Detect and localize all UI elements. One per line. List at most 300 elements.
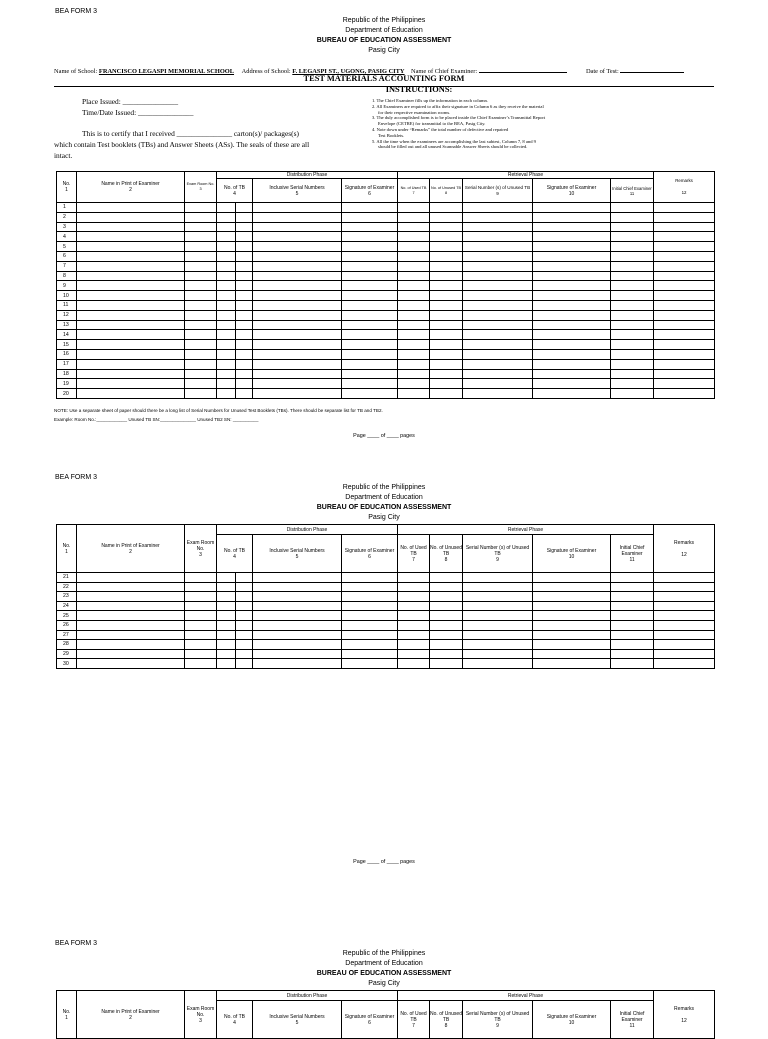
table-cell[interactable]	[611, 300, 654, 310]
table-cell[interactable]	[533, 300, 611, 310]
table-cell[interactable]	[185, 601, 217, 611]
table-cell[interactable]	[654, 310, 715, 320]
table-cell[interactable]	[533, 573, 611, 583]
table-cell[interactable]	[398, 320, 430, 330]
table-cell[interactable]	[398, 582, 430, 592]
table-cell[interactable]	[185, 659, 217, 669]
table-cell[interactable]	[342, 659, 398, 669]
table-cell[interactable]	[654, 592, 715, 602]
table-cell[interactable]	[185, 271, 217, 281]
table-cell[interactable]	[398, 630, 430, 640]
table-cell[interactable]	[611, 620, 654, 630]
table-cell[interactable]	[253, 291, 342, 301]
table-cell[interactable]	[430, 379, 463, 389]
table-cell[interactable]	[342, 300, 398, 310]
table-cell[interactable]	[77, 310, 185, 320]
table-cell[interactable]	[342, 582, 398, 592]
table-cell[interactable]	[533, 320, 611, 330]
table-cell[interactable]	[611, 271, 654, 281]
table-cell[interactable]	[342, 222, 398, 232]
table-cell[interactable]	[398, 611, 430, 621]
table-cell[interactable]	[342, 320, 398, 330]
table-cell[interactable]	[185, 281, 217, 291]
table-cell[interactable]	[533, 251, 611, 261]
table-cell[interactable]	[185, 611, 217, 621]
table-cell[interactable]	[611, 232, 654, 242]
table-cell[interactable]	[611, 242, 654, 252]
table-cell[interactable]	[463, 620, 533, 630]
table-cell[interactable]	[463, 649, 533, 659]
table-cell[interactable]	[430, 203, 463, 213]
table-cell[interactable]	[430, 630, 463, 640]
table-cell[interactable]	[430, 573, 463, 583]
table-cell[interactable]	[236, 640, 253, 650]
table-cell[interactable]	[398, 620, 430, 630]
table-cell[interactable]	[430, 242, 463, 252]
table-cell[interactable]	[654, 611, 715, 621]
table-cell[interactable]	[217, 300, 236, 310]
table-cell[interactable]	[217, 320, 236, 330]
table-cell[interactable]	[253, 649, 342, 659]
table-cell[interactable]	[398, 291, 430, 301]
table-cell[interactable]	[463, 251, 533, 261]
table-cell[interactable]	[611, 592, 654, 602]
table-cell[interactable]	[77, 203, 185, 213]
table-cell[interactable]	[533, 261, 611, 271]
table-cell[interactable]	[533, 242, 611, 252]
table-cell[interactable]	[185, 582, 217, 592]
table-cell[interactable]	[430, 369, 463, 379]
table-cell[interactable]	[236, 389, 253, 399]
table-cell[interactable]	[217, 349, 236, 359]
table-cell[interactable]	[217, 379, 236, 389]
table-cell[interactable]	[654, 369, 715, 379]
table-cell[interactable]	[398, 573, 430, 583]
table-cell[interactable]	[533, 330, 611, 340]
table-cell[interactable]	[533, 592, 611, 602]
table-cell[interactable]	[430, 320, 463, 330]
table-cell[interactable]	[463, 330, 533, 340]
table-cell[interactable]	[533, 369, 611, 379]
table-cell[interactable]	[236, 251, 253, 261]
table-cell[interactable]	[185, 261, 217, 271]
table-cell[interactable]	[654, 203, 715, 213]
table-cell[interactable]	[236, 222, 253, 232]
table-cell[interactable]	[430, 649, 463, 659]
table-cell[interactable]	[611, 582, 654, 592]
table-cell[interactable]	[342, 630, 398, 640]
table-cell[interactable]	[654, 620, 715, 630]
table-cell[interactable]	[236, 340, 253, 350]
table-cell[interactable]	[398, 349, 430, 359]
table-cell[interactable]	[463, 630, 533, 640]
table-cell[interactable]	[533, 659, 611, 669]
table-cell[interactable]	[236, 620, 253, 630]
table-cell[interactable]	[611, 340, 654, 350]
table-cell[interactable]	[342, 281, 398, 291]
table-cell[interactable]	[463, 222, 533, 232]
table-cell[interactable]	[463, 212, 533, 222]
table-cell[interactable]	[611, 310, 654, 320]
table-cell[interactable]	[342, 261, 398, 271]
table-cell[interactable]	[77, 389, 185, 399]
table-cell[interactable]	[430, 300, 463, 310]
table-cell[interactable]	[185, 349, 217, 359]
table-cell[interactable]	[236, 379, 253, 389]
table-cell[interactable]	[253, 271, 342, 281]
table-cell[interactable]	[398, 203, 430, 213]
table-cell[interactable]	[342, 649, 398, 659]
table-cell[interactable]	[77, 601, 185, 611]
table-cell[interactable]	[185, 620, 217, 630]
table-cell[interactable]	[533, 212, 611, 222]
table-cell[interactable]	[236, 291, 253, 301]
table-cell[interactable]	[77, 611, 185, 621]
table-cell[interactable]	[185, 359, 217, 369]
table-cell[interactable]	[342, 310, 398, 320]
table-cell[interactable]	[185, 242, 217, 252]
table-cell[interactable]	[77, 320, 185, 330]
table-cell[interactable]	[253, 251, 342, 261]
table-cell[interactable]	[77, 649, 185, 659]
table-cell[interactable]	[253, 232, 342, 242]
table-cell[interactable]	[654, 330, 715, 340]
table-cell[interactable]	[217, 291, 236, 301]
table-cell[interactable]	[533, 601, 611, 611]
table-cell[interactable]	[342, 349, 398, 359]
table-cell[interactable]	[463, 291, 533, 301]
table-cell[interactable]	[236, 242, 253, 252]
table-cell[interactable]	[253, 203, 342, 213]
table-cell[interactable]	[342, 601, 398, 611]
table-cell[interactable]	[398, 659, 430, 669]
table-cell[interactable]	[533, 379, 611, 389]
table-cell[interactable]	[430, 310, 463, 320]
table-cell[interactable]	[342, 592, 398, 602]
table-cell[interactable]	[463, 242, 533, 252]
table-cell[interactable]	[217, 261, 236, 271]
table-cell[interactable]	[533, 582, 611, 592]
table-cell[interactable]	[217, 389, 236, 399]
table-cell[interactable]	[611, 203, 654, 213]
table-cell[interactable]	[611, 659, 654, 669]
table-cell[interactable]	[77, 271, 185, 281]
table-cell[interactable]	[185, 340, 217, 350]
table-cell[interactable]	[654, 389, 715, 399]
table-cell[interactable]	[654, 271, 715, 281]
table-cell[interactable]	[217, 212, 236, 222]
table-cell[interactable]	[77, 630, 185, 640]
table-cell[interactable]	[654, 212, 715, 222]
table-cell[interactable]	[236, 281, 253, 291]
table-cell[interactable]	[77, 330, 185, 340]
table-cell[interactable]	[185, 320, 217, 330]
table-cell[interactable]	[77, 379, 185, 389]
table-cell[interactable]	[654, 359, 715, 369]
table-cell[interactable]	[342, 271, 398, 281]
table-cell[interactable]	[398, 340, 430, 350]
table-cell[interactable]	[463, 310, 533, 320]
table-cell[interactable]	[654, 232, 715, 242]
table-cell[interactable]	[654, 640, 715, 650]
table-cell[interactable]	[533, 340, 611, 350]
table-cell[interactable]	[253, 611, 342, 621]
table-cell[interactable]	[236, 369, 253, 379]
table-cell[interactable]	[654, 379, 715, 389]
table-cell[interactable]	[533, 232, 611, 242]
table-cell[interactable]	[185, 212, 217, 222]
table-cell[interactable]	[611, 369, 654, 379]
table-cell[interactable]	[253, 573, 342, 583]
table-cell[interactable]	[398, 251, 430, 261]
table-cell[interactable]	[253, 640, 342, 650]
date-of-test-blank[interactable]	[620, 66, 684, 73]
table-cell[interactable]	[77, 300, 185, 310]
table-cell[interactable]	[236, 611, 253, 621]
table-cell[interactable]	[398, 640, 430, 650]
table-cell[interactable]	[611, 261, 654, 271]
table-cell[interactable]	[236, 349, 253, 359]
table-cell[interactable]	[533, 611, 611, 621]
table-cell[interactable]	[253, 300, 342, 310]
table-cell[interactable]	[533, 271, 611, 281]
table-cell[interactable]	[185, 369, 217, 379]
table-cell[interactable]	[463, 582, 533, 592]
table-cell[interactable]	[463, 349, 533, 359]
table-cell[interactable]	[77, 222, 185, 232]
table-cell[interactable]	[77, 369, 185, 379]
table-cell[interactable]	[185, 379, 217, 389]
table-cell[interactable]	[430, 601, 463, 611]
table-cell[interactable]	[253, 389, 342, 399]
table-cell[interactable]	[342, 369, 398, 379]
table-cell[interactable]	[217, 340, 236, 350]
table-cell[interactable]	[430, 232, 463, 242]
table-cell[interactable]	[611, 251, 654, 261]
table-cell[interactable]	[185, 640, 217, 650]
table-cell[interactable]	[430, 349, 463, 359]
table-cell[interactable]	[430, 271, 463, 281]
table-cell[interactable]	[654, 349, 715, 359]
table-cell[interactable]	[611, 359, 654, 369]
table-cell[interactable]	[236, 659, 253, 669]
table-cell[interactable]	[185, 232, 217, 242]
table-cell[interactable]	[654, 261, 715, 271]
table-cell[interactable]	[654, 582, 715, 592]
table-cell[interactable]	[185, 649, 217, 659]
table-cell[interactable]	[463, 369, 533, 379]
table-cell[interactable]	[430, 340, 463, 350]
table-cell[interactable]	[398, 389, 430, 399]
table-cell[interactable]	[398, 601, 430, 611]
table-cell[interactable]	[611, 649, 654, 659]
table-cell[interactable]	[77, 281, 185, 291]
table-cell[interactable]	[654, 300, 715, 310]
table-cell[interactable]	[654, 222, 715, 232]
table-cell[interactable]	[253, 281, 342, 291]
table-cell[interactable]	[611, 601, 654, 611]
table-cell[interactable]	[185, 291, 217, 301]
table-cell[interactable]	[342, 251, 398, 261]
table-cell[interactable]	[533, 203, 611, 213]
table-cell[interactable]	[654, 291, 715, 301]
table-cell[interactable]	[236, 261, 253, 271]
table-cell[interactable]	[463, 203, 533, 213]
table-cell[interactable]	[430, 222, 463, 232]
table-cell[interactable]	[217, 630, 236, 640]
table-cell[interactable]	[253, 582, 342, 592]
table-cell[interactable]	[77, 659, 185, 669]
table-cell[interactable]	[430, 389, 463, 399]
table-cell[interactable]	[185, 630, 217, 640]
table-cell[interactable]	[77, 573, 185, 583]
table-cell[interactable]	[342, 232, 398, 242]
table-cell[interactable]	[217, 222, 236, 232]
table-cell[interactable]	[253, 212, 342, 222]
table-cell[interactable]	[611, 640, 654, 650]
table-cell[interactable]	[342, 379, 398, 389]
table-cell[interactable]	[253, 330, 342, 340]
table-cell[interactable]	[533, 281, 611, 291]
table-cell[interactable]	[253, 261, 342, 271]
table-cell[interactable]	[398, 649, 430, 659]
table-cell[interactable]	[236, 592, 253, 602]
table-cell[interactable]	[217, 232, 236, 242]
table-cell[interactable]	[533, 640, 611, 650]
table-cell[interactable]	[533, 291, 611, 301]
table-cell[interactable]	[654, 251, 715, 261]
table-cell[interactable]	[236, 203, 253, 213]
table-cell[interactable]	[217, 582, 236, 592]
table-cell[interactable]	[533, 310, 611, 320]
chief-examiner-blank[interactable]	[479, 66, 567, 73]
table-cell[interactable]	[654, 659, 715, 669]
table-cell[interactable]	[217, 203, 236, 213]
table-cell[interactable]	[217, 649, 236, 659]
table-cell[interactable]	[342, 340, 398, 350]
table-cell[interactable]	[77, 359, 185, 369]
table-cell[interactable]	[185, 389, 217, 399]
table-cell[interactable]	[217, 369, 236, 379]
table-cell[interactable]	[236, 601, 253, 611]
table-cell[interactable]	[398, 212, 430, 222]
table-cell[interactable]	[217, 573, 236, 583]
table-cell[interactable]	[654, 340, 715, 350]
table-cell[interactable]	[430, 281, 463, 291]
table-cell[interactable]	[430, 620, 463, 630]
table-cell[interactable]	[654, 320, 715, 330]
table-cell[interactable]	[430, 611, 463, 621]
table-cell[interactable]	[398, 261, 430, 271]
table-cell[interactable]	[185, 330, 217, 340]
table-cell[interactable]	[185, 573, 217, 583]
table-cell[interactable]	[253, 601, 342, 611]
table-cell[interactable]	[463, 379, 533, 389]
table-cell[interactable]	[398, 379, 430, 389]
table-cell[interactable]	[185, 251, 217, 261]
table-cell[interactable]	[217, 359, 236, 369]
table-cell[interactable]	[77, 592, 185, 602]
table-cell[interactable]	[77, 640, 185, 650]
table-cell[interactable]	[398, 281, 430, 291]
table-cell[interactable]	[463, 320, 533, 330]
table-cell[interactable]	[398, 242, 430, 252]
table-cell[interactable]	[217, 659, 236, 669]
table-cell[interactable]	[430, 659, 463, 669]
table-cell[interactable]	[236, 300, 253, 310]
table-cell[interactable]	[185, 310, 217, 320]
table-cell[interactable]	[236, 330, 253, 340]
table-cell[interactable]	[253, 222, 342, 232]
table-cell[interactable]	[217, 251, 236, 261]
table-cell[interactable]	[398, 300, 430, 310]
table-cell[interactable]	[77, 620, 185, 630]
table-cell[interactable]	[463, 640, 533, 650]
table-cell[interactable]	[654, 281, 715, 291]
table-cell[interactable]	[654, 649, 715, 659]
table-cell[interactable]	[253, 379, 342, 389]
table-cell[interactable]	[533, 359, 611, 369]
table-cell[interactable]	[430, 330, 463, 340]
table-cell[interactable]	[185, 592, 217, 602]
table-cell[interactable]	[185, 300, 217, 310]
table-cell[interactable]	[236, 310, 253, 320]
table-cell[interactable]	[217, 310, 236, 320]
table-cell[interactable]	[236, 573, 253, 583]
table-cell[interactable]	[77, 349, 185, 359]
table-cell[interactable]	[430, 261, 463, 271]
table-cell[interactable]	[611, 389, 654, 399]
table-cell[interactable]	[342, 291, 398, 301]
table-cell[interactable]	[533, 630, 611, 640]
table-cell[interactable]	[430, 212, 463, 222]
table-cell[interactable]	[463, 271, 533, 281]
table-cell[interactable]	[217, 611, 236, 621]
table-cell[interactable]	[398, 369, 430, 379]
table-cell[interactable]	[611, 330, 654, 340]
table-cell[interactable]	[253, 620, 342, 630]
table-cell[interactable]	[611, 212, 654, 222]
table-cell[interactable]	[77, 242, 185, 252]
table-cell[interactable]	[463, 659, 533, 669]
table-cell[interactable]	[253, 359, 342, 369]
table-cell[interactable]	[430, 582, 463, 592]
table-cell[interactable]	[217, 271, 236, 281]
table-cell[interactable]	[253, 659, 342, 669]
table-cell[interactable]	[342, 573, 398, 583]
table-cell[interactable]	[217, 592, 236, 602]
table-cell[interactable]	[236, 649, 253, 659]
table-cell[interactable]	[430, 291, 463, 301]
table-cell[interactable]	[342, 203, 398, 213]
table-cell[interactable]	[217, 620, 236, 630]
table-cell[interactable]	[77, 291, 185, 301]
table-cell[interactable]	[253, 242, 342, 252]
table-cell[interactable]	[463, 261, 533, 271]
table-cell[interactable]	[236, 359, 253, 369]
table-cell[interactable]	[253, 310, 342, 320]
table-cell[interactable]	[463, 389, 533, 399]
table-cell[interactable]	[253, 630, 342, 640]
table-cell[interactable]	[611, 611, 654, 621]
table-cell[interactable]	[398, 592, 430, 602]
table-cell[interactable]	[253, 320, 342, 330]
table-cell[interactable]	[398, 222, 430, 232]
table-cell[interactable]	[253, 340, 342, 350]
table-cell[interactable]	[654, 573, 715, 583]
table-cell[interactable]	[77, 261, 185, 271]
table-cell[interactable]	[430, 251, 463, 261]
